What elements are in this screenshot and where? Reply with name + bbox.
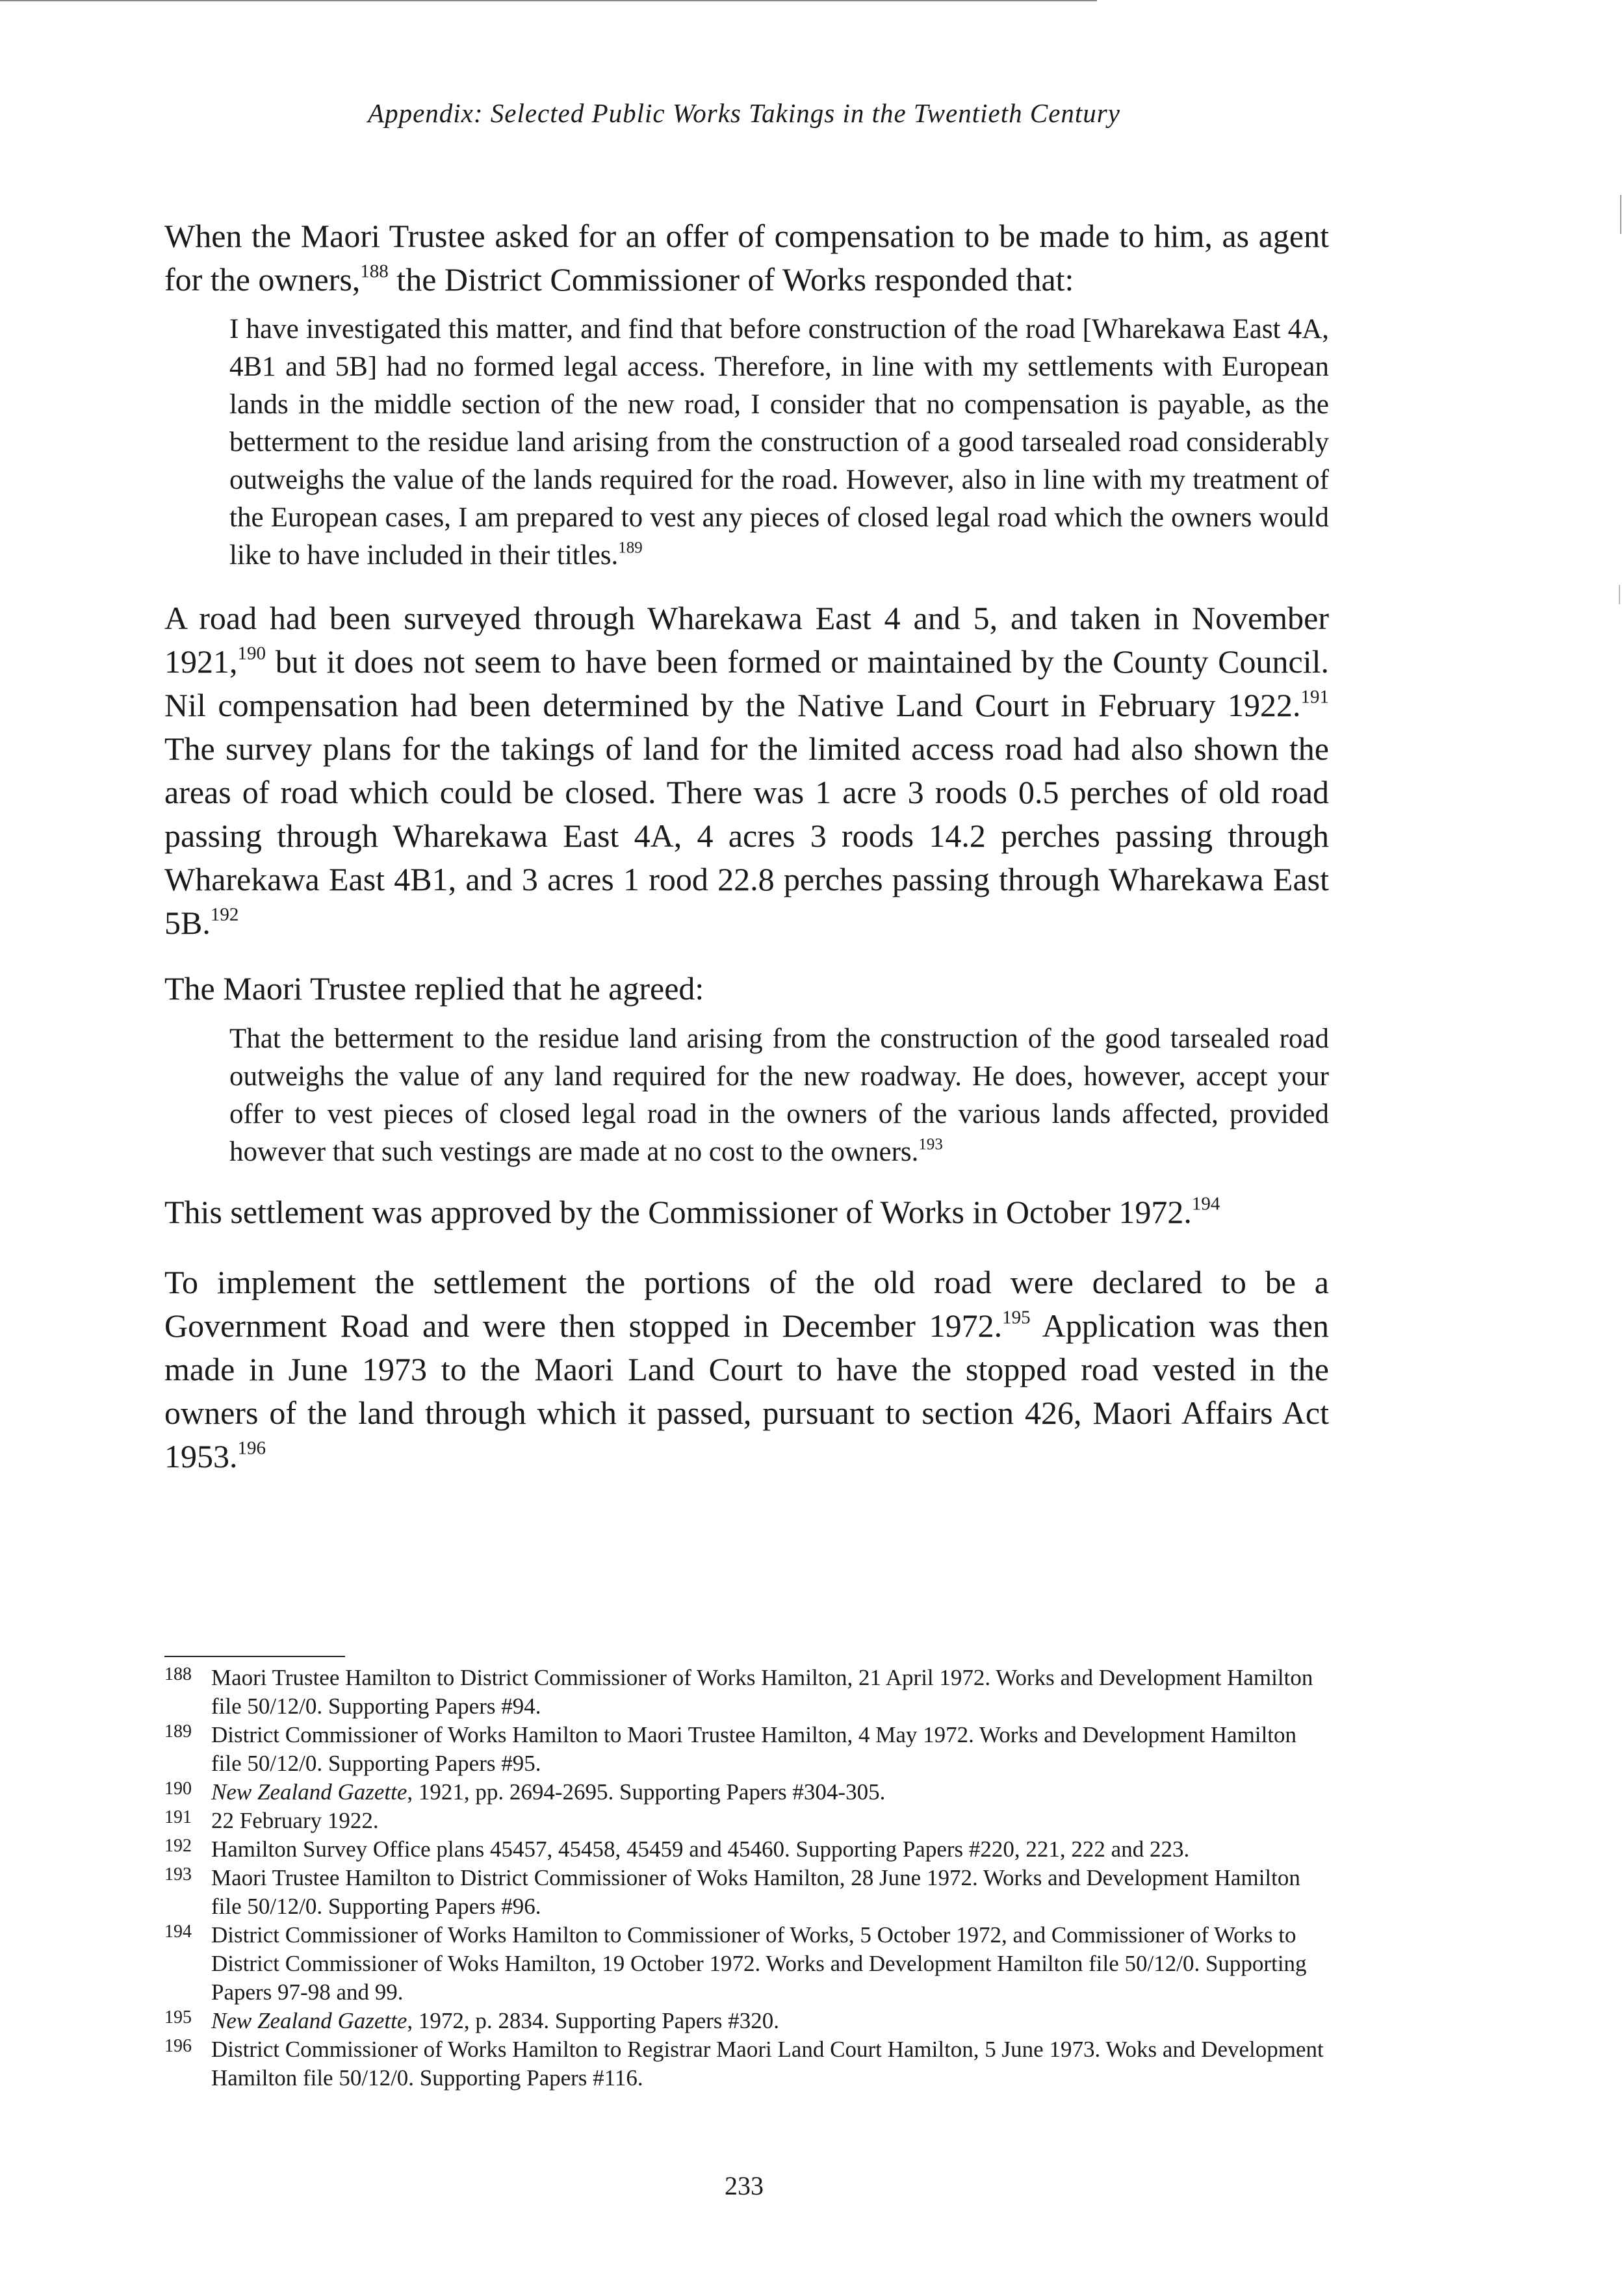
footnote-text: Maori Trustee Hamilton to District Commissioner of Works Hamilton, 21 April 1972. Works and Development Hamilton file 50/12/0. Supporting Papers #94. — [211, 1665, 1313, 1719]
footnote-text: District Commissioner of Works Hamilton to Registrar Maori Land Court Hamilton, 5 June 1973. Woks and Development Hamilton file 50/12/0. Supporting Papers #116. — [211, 2037, 1324, 2091]
footnotes — [164, 1664, 1329, 2092]
body-paragraph: To implement the settlement the portions of the old road were declared to be a Government Road and were then stopped in December 1972.$^{195}$ Application was then made in June 1973 to the Maori Land Court to have the stopped road vested in the owners of the land through which it passed, pursuant to section 426, Maori Affairs Act 1953.$^{196}$ — [164, 1264, 1329, 1474]
footnote-number: 188 — [164, 1664, 192, 1684]
footnote — [164, 1778, 1329, 1807]
body-paragraph: This settlement was approved by the Commissioner of Works in October 1972.$^{194}$ — [164, 1193, 1220, 1230]
footnote-number: 191 — [164, 1807, 192, 1827]
block-quote: I have investigated this matter, and find that before construction of the road [Wharekawa East 4A, 4B1 and 5B] had no formed legal access. Therefore, in line with my settlements with European lands in the middle section of the new road, I consider that no compensation is payable, as the betterment to the residue land arising from the construction of a good tarsealed road considerably outweighs the value of the lands required for the road. However, also in line with my treatment of the European cases, I am prepared to vest any pieces of closed legal road which the owners would like to have included in their titles.$^{189}$ — [229, 314, 1329, 571]
footnote-separator — [164, 1656, 345, 1657]
footnote-text: New Zealand Gazette, 1921, pp. 2694-2695. Supporting Papers #304-305. — [211, 1779, 886, 1805]
footnote-ref[interactable]: 196 — [237, 1437, 266, 1459]
footnote — [164, 1807, 1329, 1835]
footnote — [164, 1921, 1329, 2007]
footnote — [164, 1664, 1329, 1721]
footnote — [164, 2007, 1329, 2035]
footnote-number: 195 — [164, 2007, 192, 2028]
footnote — [164, 1721, 1329, 1778]
footnote — [164, 1835, 1329, 1864]
footnote-ref[interactable]: 191 — [1300, 686, 1329, 708]
footnote-ref[interactable]: 190 — [237, 643, 266, 664]
footnote — [164, 2035, 1329, 2092]
footnote-text: District Commissioner of Works Hamilton to Commissioner of Works, 5 October 1972, and Commissioner of Works to District Commissioner of Woks Hamilton, 19 October 1972. Works and Development Hamilton file 50/12/0. Supporting Papers 97-98 and 99. — [211, 1922, 1307, 2005]
footnote-number: 196 — [164, 2036, 192, 2056]
footnote — [164, 1864, 1329, 1921]
scan-margin-mark — [1620, 195, 1621, 234]
footnote-number: 190 — [164, 1779, 192, 1799]
scan-margin-mark — [1619, 585, 1620, 604]
footnote-number: 189 — [164, 1721, 192, 1742]
footnote-text: Hamilton Survey Office plans 45457, 45458, 45459 and 45460. Supporting Papers #220, 221, 222 and 223. — [211, 1836, 1190, 1862]
footnote-ref[interactable]: 195 — [1002, 1307, 1031, 1328]
footnote-number: 193 — [164, 1864, 192, 1885]
footnote-number: 194 — [164, 1922, 192, 1942]
body-paragraph: The Maori Trustee replied that he agreed: — [164, 970, 704, 1007]
footnote-text: District Commissioner of Works Hamilton to Maori Trustee Hamilton, 4 May 1972. Works and Development Hamilton file 50/12/0. Supporting Papers #95. — [211, 1722, 1297, 1776]
scan-edge-line — [0, 0, 1097, 1]
footnote-ref[interactable]: 193 — [918, 1135, 943, 1153]
footnote-ref[interactable]: 192 — [210, 904, 239, 925]
footnote-text: New Zealand Gazette, 1972, p. 2834. Supporting Papers #320. — [211, 2008, 780, 2033]
footnote-text: Maori Trustee Hamilton to District Commissioner of Woks Hamilton, 28 June 1972. Works and Development Hamilton file 50/12/0. Supporting Papers #96. — [211, 1865, 1300, 1919]
page-number: 233 — [725, 2171, 764, 2200]
body-paragraph: When the Maori Trustee asked for an offer of compensation to be made to him, as agent for the owners,$^{188}$ the District Commissioner of Works responded that: — [164, 218, 1329, 298]
running-header: Appendix: Selected Public Works Takings in the Twentieth Century — [368, 98, 1120, 128]
block-quote: That the betterment to the residue land arising from the construction of the good tarsealed road outweighs the value of any land required for the new roadway. He does, however, accept your offer to vest pieces of closed legal road in the owners of the various lands affected, provided however that such vestings are made at no cost to the owners.$^{193}$ — [229, 1024, 1329, 1167]
body-paragraph: A road had been surveyed through Wharekawa East 4 and 5, and taken in November 1921,$^{190}$ but it does not seem to have been formed or maintained by the County Council. Nil compensation had been determined by the Native Land Court in February 1922.$^{191}$ The survey plans for the takings of land for the limited access road had also shown the areas of road which could be closed. There was 1 acre 3 roods 0.5 perches of old road passing through Wharekawa East 4A, 4 acres 3 roods 14.2 perches passing through Wharekawa East 4B1, and 3 acres 1 rood 22.8 perches passing through Wharekawa East 5B.$^{192}$ — [164, 600, 1329, 941]
footnote-text: 22 February 1922. — [211, 1808, 379, 1833]
footnote-ref[interactable]: 189 — [618, 539, 643, 557]
footnote-number: 192 — [164, 1836, 192, 1856]
footnote-ref[interactable]: 188 — [360, 261, 389, 282]
footnote-ref[interactable]: 194 — [1191, 1193, 1220, 1215]
